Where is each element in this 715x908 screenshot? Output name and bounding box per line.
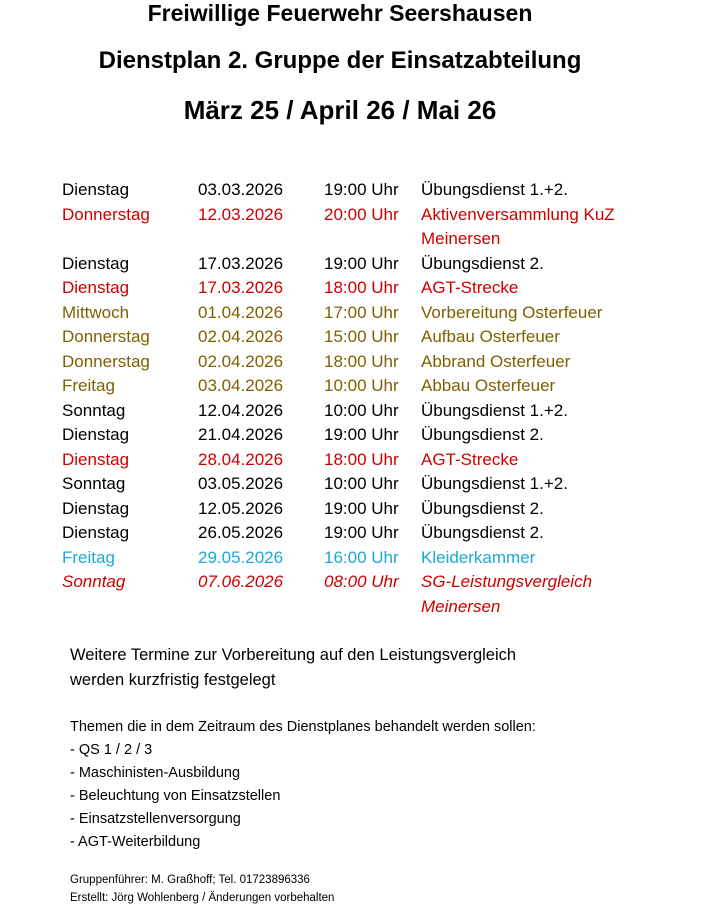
row-time: 18:00 Uhr — [324, 351, 399, 371]
row-event: Übungsdienst 1.+2. — [421, 180, 568, 199]
topics-intro: Themen die in dem Zeitraum des Dienstplanes behandelt werden sollen: — [70, 719, 536, 735]
schedule-row — [62, 350, 702, 375]
footer — [70, 871, 690, 907]
row-time: 18:00 Uhr — [324, 449, 399, 469]
schedule-row — [62, 497, 702, 522]
row-day: Dienstag — [62, 180, 130, 199]
row-day: Sonntag — [62, 474, 126, 493]
row-event: Vorbereitung Osterfeuer — [421, 302, 603, 322]
row-day: Donnerstag — [62, 351, 150, 371]
row-date: 12.03.2026 — [198, 204, 284, 224]
row-time: 17:00 Uhr — [324, 302, 399, 322]
row-event: Übungsdienst 2. — [421, 425, 544, 444]
row-event: AGT-Strecke — [421, 449, 519, 469]
row-date: 26.05.2026 — [198, 523, 284, 542]
row-time: 19:00 Uhr — [324, 498, 399, 518]
row-date: 01.04.2026 — [198, 302, 284, 322]
schedule-row — [62, 325, 702, 350]
row-event: Übungsdienst 1.+2. — [421, 474, 568, 493]
row-date: 03.04.2026 — [198, 376, 284, 395]
row-day: Dienstag — [62, 449, 130, 469]
schedule-row — [62, 276, 702, 301]
topic-item: - AGT-Weiterbildung — [70, 834, 201, 850]
topic-item: - QS 1 / 2 / 3 — [70, 742, 153, 758]
note-line: Weitere Termine zur Vorbereitung auf den Leistungsvergleich — [70, 646, 517, 664]
schedule-row-continuation — [62, 227, 702, 252]
topic-item: - Beleuchtung von Einsatzstellen — [70, 788, 281, 804]
row-date: 02.04.2026 — [198, 327, 284, 346]
row-date: 02.04.2026 — [198, 351, 284, 371]
schedule-row — [62, 546, 702, 571]
row-event: Aufbau Osterfeuer — [421, 327, 560, 346]
schedule-row — [62, 472, 702, 497]
row-time: 19:00 Uhr — [324, 425, 399, 444]
row-event: Übungsdienst 2. — [421, 523, 544, 542]
row-time: 19:00 Uhr — [324, 180, 399, 199]
row-day: Donnerstag — [62, 327, 150, 346]
schedule-row — [62, 252, 702, 277]
schedule-row — [62, 521, 702, 546]
row-day: Dienstag — [62, 253, 130, 273]
row-time: 19:00 Uhr — [324, 253, 399, 273]
row-time: 10:00 Uhr — [324, 400, 399, 420]
row-event: Übungsdienst 2. — [421, 498, 544, 518]
row-time: 08:00 Uhr — [324, 572, 399, 591]
schedule-row — [62, 448, 702, 473]
preparation-note — [70, 643, 670, 693]
schedule-period: März 25 / April 26 / Mai 26 — [183, 95, 497, 125]
row-date: 07.06.2026 — [198, 572, 284, 591]
row-day: Mittwoch — [62, 302, 130, 322]
row-date: 29.05.2026 — [198, 547, 284, 567]
document-title: Freiwillige Feuerwehr Seershausen — [147, 0, 533, 26]
group-leader-contact: Gruppenführer: M. Graßhoff; Tel. 01723896336 — [70, 874, 310, 886]
topic-item: - Einsatzstellenversorgung — [70, 811, 241, 827]
created-by: Erstellt: Jörg Wohlenberg / Änderungen vorbehalten — [70, 892, 335, 904]
document-subtitle: Dienstplan 2. Gruppe der Einsatzabteilung — [98, 47, 582, 74]
schedule-row — [62, 423, 702, 448]
row-time: 20:00 Uhr — [324, 204, 399, 224]
row-event: Kleiderkammer — [421, 547, 536, 567]
row-day: Dienstag — [62, 278, 130, 297]
row-day: Dienstag — [62, 498, 130, 518]
row-date: 17.03.2026 — [198, 253, 284, 273]
note-line: werden kurzfristig festgelegt — [70, 671, 276, 689]
schedule-row — [62, 301, 702, 326]
row-time: 19:00 Uhr — [324, 523, 399, 542]
row-time: 16:00 Uhr — [324, 547, 399, 567]
row-event-continuation: Meinersen — [421, 229, 501, 248]
row-day: Dienstag — [62, 425, 130, 444]
row-date: 28.04.2026 — [198, 449, 284, 469]
schedule-row — [62, 374, 702, 399]
row-event: Abbrand Osterfeuer — [421, 351, 571, 371]
schedule-row — [62, 178, 702, 203]
schedule-row — [62, 570, 702, 595]
row-day: Freitag — [62, 376, 115, 395]
schedule-row-continuation — [62, 595, 702, 620]
row-date: 12.05.2026 — [198, 498, 284, 518]
row-time: 18:00 Uhr — [324, 278, 399, 297]
row-day: Dienstag — [62, 523, 130, 542]
row-event: SG-Leistungsvergleich — [421, 572, 593, 591]
row-day: Sonntag — [62, 400, 126, 420]
topics-list — [70, 716, 690, 854]
row-time: 15:00 Uhr — [324, 327, 399, 346]
row-event: Übungsdienst 2. — [421, 253, 544, 273]
row-day: Freitag — [62, 547, 115, 567]
schedule-row — [62, 399, 702, 424]
row-event: Übungsdienst 1.+2. — [421, 400, 568, 420]
row-date: 03.05.2026 — [198, 474, 284, 493]
row-event: AGT-Strecke — [421, 278, 519, 297]
row-time: 10:00 Uhr — [324, 474, 399, 493]
row-date: 03.03.2026 — [198, 180, 284, 199]
row-event: Abbau Osterfeuer — [421, 376, 556, 395]
row-day: Donnerstag — [62, 204, 150, 224]
schedule-row — [62, 203, 702, 228]
row-day: Sonntag — [62, 572, 126, 591]
row-time: 10:00 Uhr — [324, 376, 399, 395]
row-date: 17.03.2026 — [198, 278, 284, 297]
topic-item: - Maschinisten-Ausbildung — [70, 765, 241, 781]
row-event-continuation: Meinersen — [421, 596, 501, 616]
row-date: 21.04.2026 — [198, 425, 284, 444]
row-event: Aktivenversammlung KuZ — [421, 204, 615, 224]
row-date: 12.04.2026 — [198, 400, 284, 420]
schedule-table — [62, 178, 702, 619]
